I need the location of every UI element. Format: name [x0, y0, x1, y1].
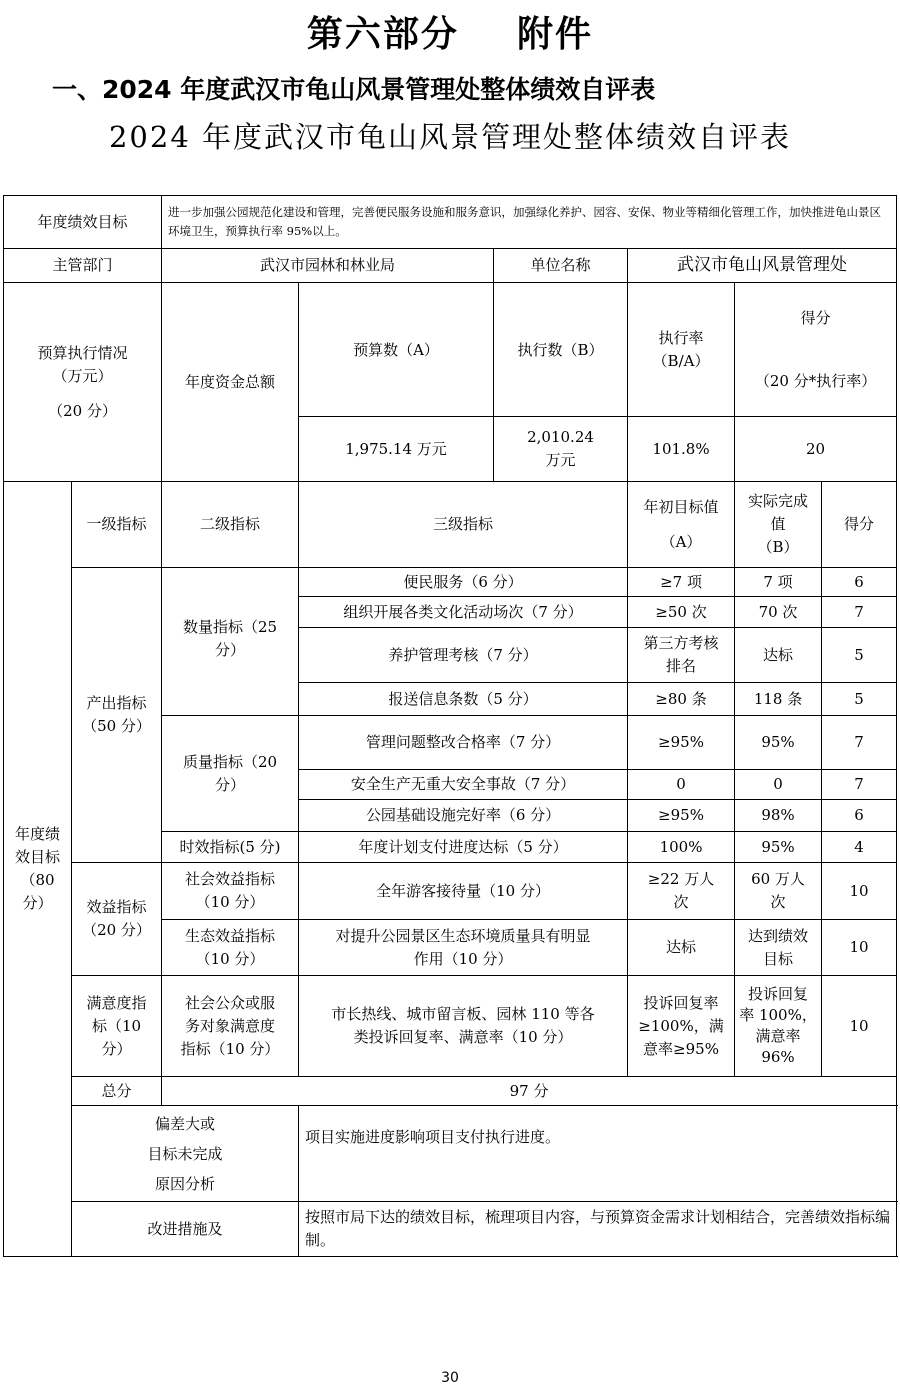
social-label-line: （10 分） — [195, 893, 265, 911]
header-score: 得分 — [822, 482, 897, 568]
benefit-label — [72, 863, 162, 976]
timeliness-label: 时效指标(5 分) — [162, 832, 299, 863]
value-budget-a: 1,975.14 万元 — [299, 417, 494, 482]
indicator-actual-line: 满意率 — [755, 1027, 801, 1045]
indicator-name: 管理问题整改合格率（7 分） — [299, 716, 628, 770]
indicator-target-line: 投诉回复率 — [643, 993, 719, 1012]
benefit-label-line: 效益指标 — [86, 898, 147, 916]
satisfaction-label-line: 标（10 — [91, 1016, 142, 1035]
public-label-line: 务对象满意度 — [185, 1016, 276, 1035]
social-label-line: 社会效益指标 — [185, 870, 276, 888]
unit-value: 武汉市龟山风景管理处 — [628, 249, 897, 283]
quality-label — [162, 716, 299, 832]
indicator-actual: 98% — [735, 800, 822, 832]
deviation-label — [72, 1106, 299, 1202]
dept-label: 主管部门 — [4, 249, 162, 283]
indicator-actual: 118 条 — [735, 683, 822, 716]
indicator-name: 组织开展各类文化活动场次（7 分） — [299, 597, 628, 628]
improvement-row — [4, 1202, 897, 1257]
indicator-actual-line: 60 万人 — [751, 870, 805, 888]
deviation-label-line: 偏差大或 — [155, 1114, 216, 1133]
header-actual-line: 值 — [770, 515, 786, 533]
col-score — [735, 283, 897, 417]
indicator-name: 公园基础设施完好率（6 分） — [299, 800, 628, 832]
indicator-actual: 0 — [735, 770, 822, 800]
col-exec-b: 执行数（B） — [494, 283, 628, 417]
header-level3: 三级指标 — [299, 482, 628, 568]
indicator-score: 7 — [822, 770, 897, 800]
part-title: 第六部分 附件 — [306, 14, 594, 55]
value-exec-b-line: 万元 — [545, 451, 576, 469]
output-label — [72, 568, 162, 863]
total-value: 97 分 — [162, 1077, 897, 1106]
deviation-text: 项目实施进度影响项目支付执行进度。 — [299, 1106, 897, 1202]
col-budget-a: 预算数（A） — [299, 283, 494, 417]
indicator-target-line: 次 — [673, 893, 689, 911]
indicator-score: 10 — [822, 920, 897, 976]
outer-label-line: 效目标 — [14, 848, 60, 866]
indicator-score: 7 — [822, 716, 897, 770]
indicator-target: 0 — [628, 770, 735, 800]
indicator-target: ≥95% — [628, 800, 735, 832]
deviation-label-line: 原因分析 — [155, 1174, 216, 1193]
indicator-actual-line: 率 100%， — [739, 1006, 817, 1024]
col-score-line: （20 分*执行率） — [754, 371, 877, 390]
indicator-name-line: 对提升公园景区生态环境质量具有明显 — [335, 926, 591, 945]
col-exec-rate — [628, 283, 735, 417]
eco-label — [162, 920, 299, 976]
header-target-line: （A） — [660, 532, 702, 551]
header-level1: 一级指标 — [72, 482, 162, 568]
satisfaction-label-line: 分） — [101, 1039, 132, 1058]
indicator-score: 6 — [822, 800, 897, 832]
outer-label-line: 分） — [22, 894, 53, 912]
header-level2: 二级指标 — [162, 482, 299, 568]
quality-label-line: 质量指标（20 — [182, 752, 278, 771]
header-actual — [735, 482, 822, 568]
indicator-actual — [735, 920, 822, 976]
budget-label-line: （20 分） — [48, 401, 117, 420]
indicator-name-line: 作用（10 分） — [413, 949, 513, 968]
value-exec-b — [494, 417, 628, 482]
value-score: 20 — [735, 417, 897, 482]
indicator-score: 7 — [822, 597, 897, 628]
budget-label-line: （万元） — [52, 366, 113, 385]
benefit-label-line: （20 分） — [82, 921, 151, 939]
indicator-target-line: 意率≥95% — [643, 1039, 719, 1058]
budget-header-row — [4, 283, 897, 417]
outer-label-line: （80 — [20, 871, 55, 889]
output-label-line: 产出指标 — [86, 694, 147, 712]
public-label-line: 社会公众或服 — [185, 993, 276, 1012]
indicator-score: 10 — [822, 976, 897, 1077]
eco-label-line: （10 分） — [195, 949, 265, 968]
indicator-name — [299, 920, 628, 976]
indicator-actual-line: 96% — [761, 1048, 795, 1066]
goal-label: 年度绩效目标 — [4, 196, 162, 249]
improvement-text: 按照市局下达的绩效目标，梳理项目内容，与预算资金需求计划相结合，完善绩效指标编制。 — [299, 1202, 897, 1257]
value-exec-rate: 101.8% — [628, 417, 735, 482]
quantity-label — [162, 568, 299, 716]
indicator-actual: 达标 — [735, 628, 822, 683]
indicator-score: 10 — [822, 863, 897, 920]
indicator-name-line: 类投诉回复率、满意率（10 分） — [353, 1028, 573, 1046]
indicator-name-line: 市长热线、城市留言板、园林 110 等各 — [331, 1005, 595, 1023]
output-label-line: （50 分） — [82, 717, 151, 735]
unit-label: 单位名称 — [494, 249, 628, 283]
indicator-target — [628, 628, 735, 683]
public-label — [162, 976, 299, 1077]
indicator-score: 6 — [822, 568, 897, 597]
budget-label-line: 预算执行情况 — [37, 343, 128, 362]
indicator-actual-line: 目标 — [763, 949, 794, 968]
value-exec-b-line: 2,010.24 — [527, 428, 594, 446]
improvement-label: 改进措施及 — [72, 1202, 299, 1257]
indicator-target — [628, 976, 735, 1077]
quality-label-line: 分） — [215, 775, 246, 794]
eco-label-line: 生态效益指标 — [185, 926, 276, 945]
col-score-line: 得分 — [800, 308, 831, 327]
satisfaction-label — [72, 976, 162, 1077]
indicator-name: 全年游客接待量（10 分） — [299, 863, 628, 920]
indicator-target-line: 排名 — [666, 657, 697, 675]
budget-label — [4, 283, 162, 482]
indicator-score: 5 — [822, 683, 897, 716]
header-target-line: 年初目标值 — [643, 497, 719, 516]
indicator-target: 达标 — [628, 920, 735, 976]
indicator-actual: 7 项 — [735, 568, 822, 597]
indicator-row — [4, 568, 897, 597]
indicator-actual: 70 次 — [735, 597, 822, 628]
indicator-name: 报送信息条数（5 分） — [299, 683, 628, 716]
indicator-target: 100% — [628, 832, 735, 863]
dept-row — [4, 249, 897, 283]
indicator-target: ≥50 次 — [628, 597, 735, 628]
goal-row — [4, 196, 897, 249]
indicator-actual: 95% — [735, 716, 822, 770]
indicator-name — [299, 976, 628, 1077]
outer-label-line: 年度绩 — [14, 825, 60, 843]
quantity-label-line: 数量指标（25 — [182, 618, 278, 636]
table-title: 2024 年度武汉市龟山风景管理处整体绩效自评表 — [108, 120, 792, 154]
indicator-score: 5 — [822, 628, 897, 683]
total-label: 总分 — [72, 1077, 162, 1106]
indicator-actual-line: 达到绩效 — [748, 926, 809, 945]
dept-value: 武汉市园林和林业局 — [162, 249, 494, 283]
public-label-line: 指标（10 分） — [180, 1039, 280, 1058]
goal-text: 进一步加强公园规范化建设和管理，完善便民服务设施和服务意识，加强绿化养护、园容、安保、物业等精细化管理工作，加快推进龟山景区环境卫生，预算执行率 95%以上。 — [162, 196, 897, 249]
col-exec-rate-line: （B/A） — [652, 351, 710, 370]
indicator-header-row — [4, 482, 897, 568]
deviation-label-line: 目标未完成 — [147, 1144, 223, 1163]
indicator-actual — [735, 976, 822, 1077]
social-label — [162, 863, 299, 920]
indicator-name: 养护管理考核（7 分） — [299, 628, 628, 683]
indicator-actual-line: 投诉回复 — [748, 985, 809, 1003]
total-funds-label: 年度资金总额 — [162, 283, 299, 482]
indicator-name: 安全生产无重大安全事故（7 分） — [299, 770, 628, 800]
indicator-actual: 95% — [735, 832, 822, 863]
header-actual-line: （B） — [757, 538, 799, 556]
indicator-target-line: ≥22 万人 — [647, 870, 715, 888]
page-number: 30 — [441, 1370, 459, 1386]
total-row — [4, 1077, 897, 1106]
indicator-name: 便民服务（6 分） — [299, 568, 628, 597]
section-title: 一、2024 年度武汉市龟山风景管理处整体绩效自评表 — [52, 75, 656, 104]
col-exec-rate-line: 执行率 — [658, 328, 704, 347]
indicator-target: ≥95% — [628, 716, 735, 770]
indicator-outer-label — [4, 482, 72, 1257]
indicator-target: ≥7 项 — [628, 568, 735, 597]
indicator-name: 年度计划支付进度达标（5 分） — [299, 832, 628, 863]
indicator-row — [4, 976, 897, 1077]
indicator-score: 4 — [822, 832, 897, 863]
deviation-row — [4, 1106, 897, 1202]
indicator-target — [628, 863, 735, 920]
satisfaction-label-line: 满意度指 — [86, 993, 147, 1012]
indicator-actual-line: 次 — [770, 893, 786, 911]
indicator-row — [4, 863, 897, 920]
indicator-target-line: 第三方考核 — [643, 634, 719, 652]
indicator-target: ≥80 条 — [628, 683, 735, 716]
indicator-target-line: ≥100%，满 — [638, 1016, 724, 1035]
header-actual-line: 实际完成 — [748, 492, 809, 510]
header-target — [628, 482, 735, 568]
indicator-actual — [735, 863, 822, 920]
quantity-label-line: 分） — [215, 641, 246, 659]
performance-table — [3, 195, 897, 1257]
